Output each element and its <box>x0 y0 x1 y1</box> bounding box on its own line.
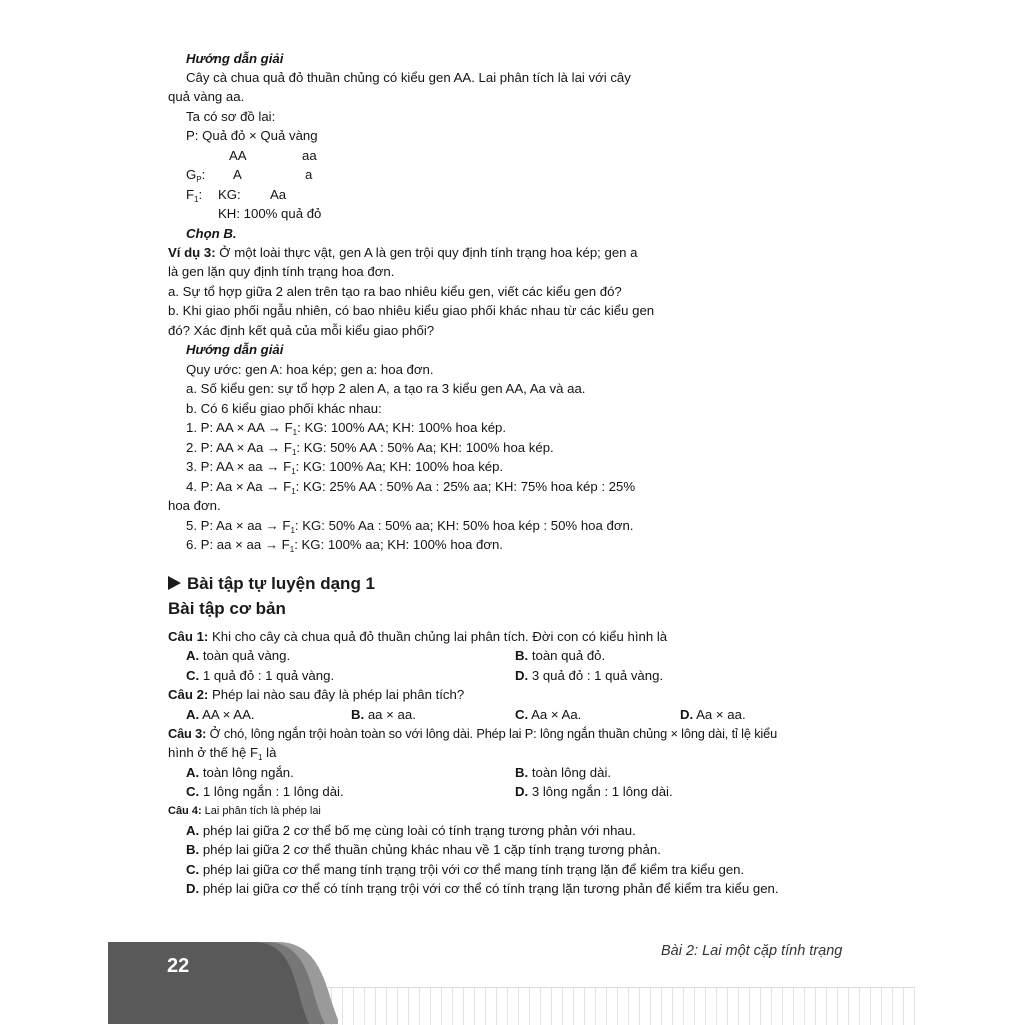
solution-text: b. Có 6 kiểu giao phối khác nhau: <box>186 401 382 416</box>
question-text: Ở chó, lông ngắn trội hoàn toàn so với lông dài. Phép lai P: lông ngắn thuần chủng × lông dài, tỉ lệ kiểu <box>206 726 778 741</box>
question-label: Câu 2: <box>168 687 209 702</box>
question-text: Lai phân tích là phép lai <box>201 805 321 817</box>
example-line: Ở một loài thực vật, gen A là gen trội quy định tính trạng hoa kép; gen a <box>215 245 638 260</box>
question-text: Phép lai nào sau đây là phép lai phân tích? <box>208 687 465 702</box>
option-text: 1 lông ngắn : 1 lông dài. <box>199 784 344 799</box>
option-key: A. <box>186 823 200 838</box>
chapter-title: Bài 2: Lai một cặp tính trạng <box>661 943 843 959</box>
option-key: B. <box>351 707 365 722</box>
cross-f1-kg-label: KG: <box>218 187 241 202</box>
option-key: B. <box>515 648 529 663</box>
option-key: C. <box>186 862 200 877</box>
cross-expr: 2. P: AA × Aa → F <box>186 440 292 455</box>
section-title <box>168 573 375 595</box>
subscript: 1 <box>290 526 295 535</box>
option-c <box>186 860 744 879</box>
option-text: toàn lông dài. <box>528 765 612 780</box>
solution-heading: Hướng dẫn giải <box>186 342 284 357</box>
question-3-continuation <box>168 743 276 762</box>
cross-f1-kg-value: Aa <box>270 187 287 202</box>
option-d <box>515 782 673 801</box>
subscript: 1 <box>258 753 263 762</box>
colon: : <box>198 187 203 202</box>
gamete-letter: G <box>186 167 197 182</box>
option-text: phép lai giữa cơ thể mang tính trạng trội với cơ thể mang tính trạng lặn để kiểm tra kiểu gen. <box>199 862 745 877</box>
option-key: D. <box>186 881 200 896</box>
option-text: phép lai giữa 2 cơ thể thuần chủng khác nhau về 1 cặp tính trạng tương phản. <box>199 842 661 857</box>
subscript: 1 <box>289 545 295 554</box>
subscript: 1 <box>292 428 298 437</box>
question-4 <box>168 802 321 821</box>
option-key: A. <box>186 707 200 722</box>
option-b <box>515 646 605 665</box>
f1-subscript: 1 <box>194 195 199 204</box>
question-1 <box>168 627 667 646</box>
cross-result: : KG: 100% aa; KH: 100% hoa đơn. <box>294 537 503 552</box>
cross-f1-kh: KH: 100% quả đỏ <box>218 206 322 221</box>
footer-grid-decoration <box>320 987 915 1025</box>
cross-gamete-left: A <box>233 167 242 182</box>
option-a <box>186 705 255 724</box>
example-text <box>168 243 638 262</box>
option-key: D. <box>680 707 694 722</box>
question-text: là <box>262 745 277 760</box>
gamete-subscript: P <box>196 175 202 184</box>
subscript: 1 <box>291 467 296 476</box>
solution-text: quả vàng aa. <box>168 89 245 104</box>
option-key: D. <box>515 668 529 683</box>
cross-result-line <box>186 477 635 496</box>
f1-letter: F <box>186 187 195 202</box>
option-b <box>515 763 611 782</box>
triangle-bullet-icon <box>168 576 181 590</box>
cross-result: : KG: 100% AA; KH: 100% hoa kép. <box>297 420 507 435</box>
page-tab-shape-icon <box>108 935 338 1024</box>
question-text: Khi cho cây cà chua quả đỏ thuần chủng lai phân tích. Đời con có kiểu hình là <box>208 629 668 644</box>
cross-parents: P: Quả đỏ × Quả vàng <box>186 128 318 143</box>
cross-gamete-right: a <box>305 167 313 182</box>
cross-expr: 4. P: Aa × Aa → F <box>186 479 292 494</box>
solution-text: Cây cà chua quả đỏ thuần chủng có kiểu gen AA. Lai phân tích là lai với cây <box>186 70 631 85</box>
option-text: AA × AA. <box>199 707 255 722</box>
cross-expr: 3. P: AA × aa → F <box>186 459 292 474</box>
option-key: B. <box>186 842 200 857</box>
example-text: a. Sự tổ hợp giữa 2 alen trên tạo ra bao nhiêu kiểu gen, viết các kiểu gen đó? <box>168 284 622 299</box>
option-key: B. <box>515 765 529 780</box>
example-label: Ví dụ 3: <box>168 245 216 260</box>
solution-heading: Hướng dẫn giải <box>186 51 284 66</box>
page-footer <box>0 935 1024 1024</box>
option-c <box>515 705 581 724</box>
question-3 <box>168 724 777 743</box>
option-key: C. <box>515 707 529 722</box>
option-text: toàn quả vàng. <box>199 648 291 663</box>
answer-choice: Chọn B. <box>186 226 237 241</box>
cross-f1-label <box>186 185 202 204</box>
cross-result: : KG: 50% AA : 50% Aa; KH: 100% hoa kép. <box>296 440 554 455</box>
option-b <box>186 840 661 859</box>
question-text: hình ở thế hệ F <box>168 745 259 760</box>
option-text: toàn lông ngắn. <box>199 765 294 780</box>
cross-result: : KG: 50% Aa : 50% aa; KH: 50% hoa kép : 50% hoa đơn. <box>294 518 634 533</box>
option-d <box>186 879 779 898</box>
option-text: Aa × Aa. <box>528 707 582 722</box>
option-a <box>186 821 636 840</box>
cross-expr: 5. P: Aa × aa → F <box>186 518 291 533</box>
option-text: 3 lông ngắn : 1 lông dài. <box>528 784 673 799</box>
option-key: C. <box>186 668 200 683</box>
cross-result: : KG: 25% AA : 50% Aa : 25% aa; KH: 75% hoa kép : 25% <box>295 479 636 494</box>
option-text: phép lai giữa cơ thể có tính trạng trội với cơ thể có tính trạng lặn tương phản để kiểm tra kiểu gen. <box>199 881 779 896</box>
cross-result-line <box>186 438 554 457</box>
option-text: 1 quả đỏ : 1 quả vàng. <box>199 668 335 683</box>
colon: : <box>201 167 206 182</box>
cross-result-line <box>186 418 506 437</box>
option-a <box>186 763 294 782</box>
example-text: b. Khi giao phối ngẫu nhiên, có bao nhiêu kiểu giao phối khác nhau từ các kiểu gen <box>168 303 655 318</box>
subscript: 1 <box>291 487 296 496</box>
question-label: Câu 3: <box>168 726 207 741</box>
option-d <box>515 666 663 685</box>
question-2 <box>168 685 464 704</box>
option-b <box>351 705 416 724</box>
option-a <box>186 646 290 665</box>
option-c <box>186 782 344 801</box>
cross-parent-genotype-left: AA <box>229 148 247 163</box>
cross-gamete-label <box>186 165 205 184</box>
solution-text: a. Số kiểu gen: sự tổ hợp 2 alen A, a tạo ra 3 kiểu gen AA, Aa và aa. <box>186 381 586 396</box>
page-number: 22 <box>167 955 190 977</box>
option-text: 3 quả đỏ : 1 quả vàng. <box>528 668 664 683</box>
section-subtitle: Bài tập cơ bản <box>168 599 286 618</box>
cross-result: : KG: 100% Aa; KH: 100% hoa kép. <box>295 459 504 474</box>
section-title-text: Bài tập tự luyện dạng 1 <box>187 574 376 593</box>
solution-text: Quy ước: gen A: hoa kép; gen a: hoa đơn. <box>186 362 434 377</box>
solution-text: Ta có sơ đồ lai: <box>186 109 276 124</box>
cross-result-line <box>186 535 503 554</box>
option-text: Aa × aa. <box>693 707 746 722</box>
option-key: A. <box>186 648 200 663</box>
option-c <box>186 666 334 685</box>
question-label: Câu 4: <box>168 805 202 817</box>
option-text: phép lai giữa 2 cơ thể bố mẹ cùng loài có tính trạng tương phản với nhau. <box>199 823 636 838</box>
cross-expr: 1. P: AA × AA → F <box>186 420 293 435</box>
option-d <box>680 705 746 724</box>
cross-result-continuation: hoa đơn. <box>168 498 221 513</box>
cross-result-line <box>186 457 503 476</box>
option-text: toàn quả đỏ. <box>528 648 606 663</box>
cross-parent-genotype-right: aa <box>302 148 317 163</box>
example-text: là gen lặn quy định tính trạng hoa đơn. <box>168 264 395 279</box>
question-label: Câu 1: <box>168 629 209 644</box>
option-key: D. <box>515 784 529 799</box>
cross-expr: 6. P: aa × aa → F <box>186 537 290 552</box>
example-text: đó? Xác định kết quả của mỗi kiểu giao phối? <box>168 323 435 338</box>
option-text: aa × aa. <box>364 707 416 722</box>
option-key: A. <box>186 765 200 780</box>
cross-result-line <box>186 516 633 535</box>
option-key: C. <box>186 784 200 799</box>
subscript: 1 <box>291 448 297 457</box>
